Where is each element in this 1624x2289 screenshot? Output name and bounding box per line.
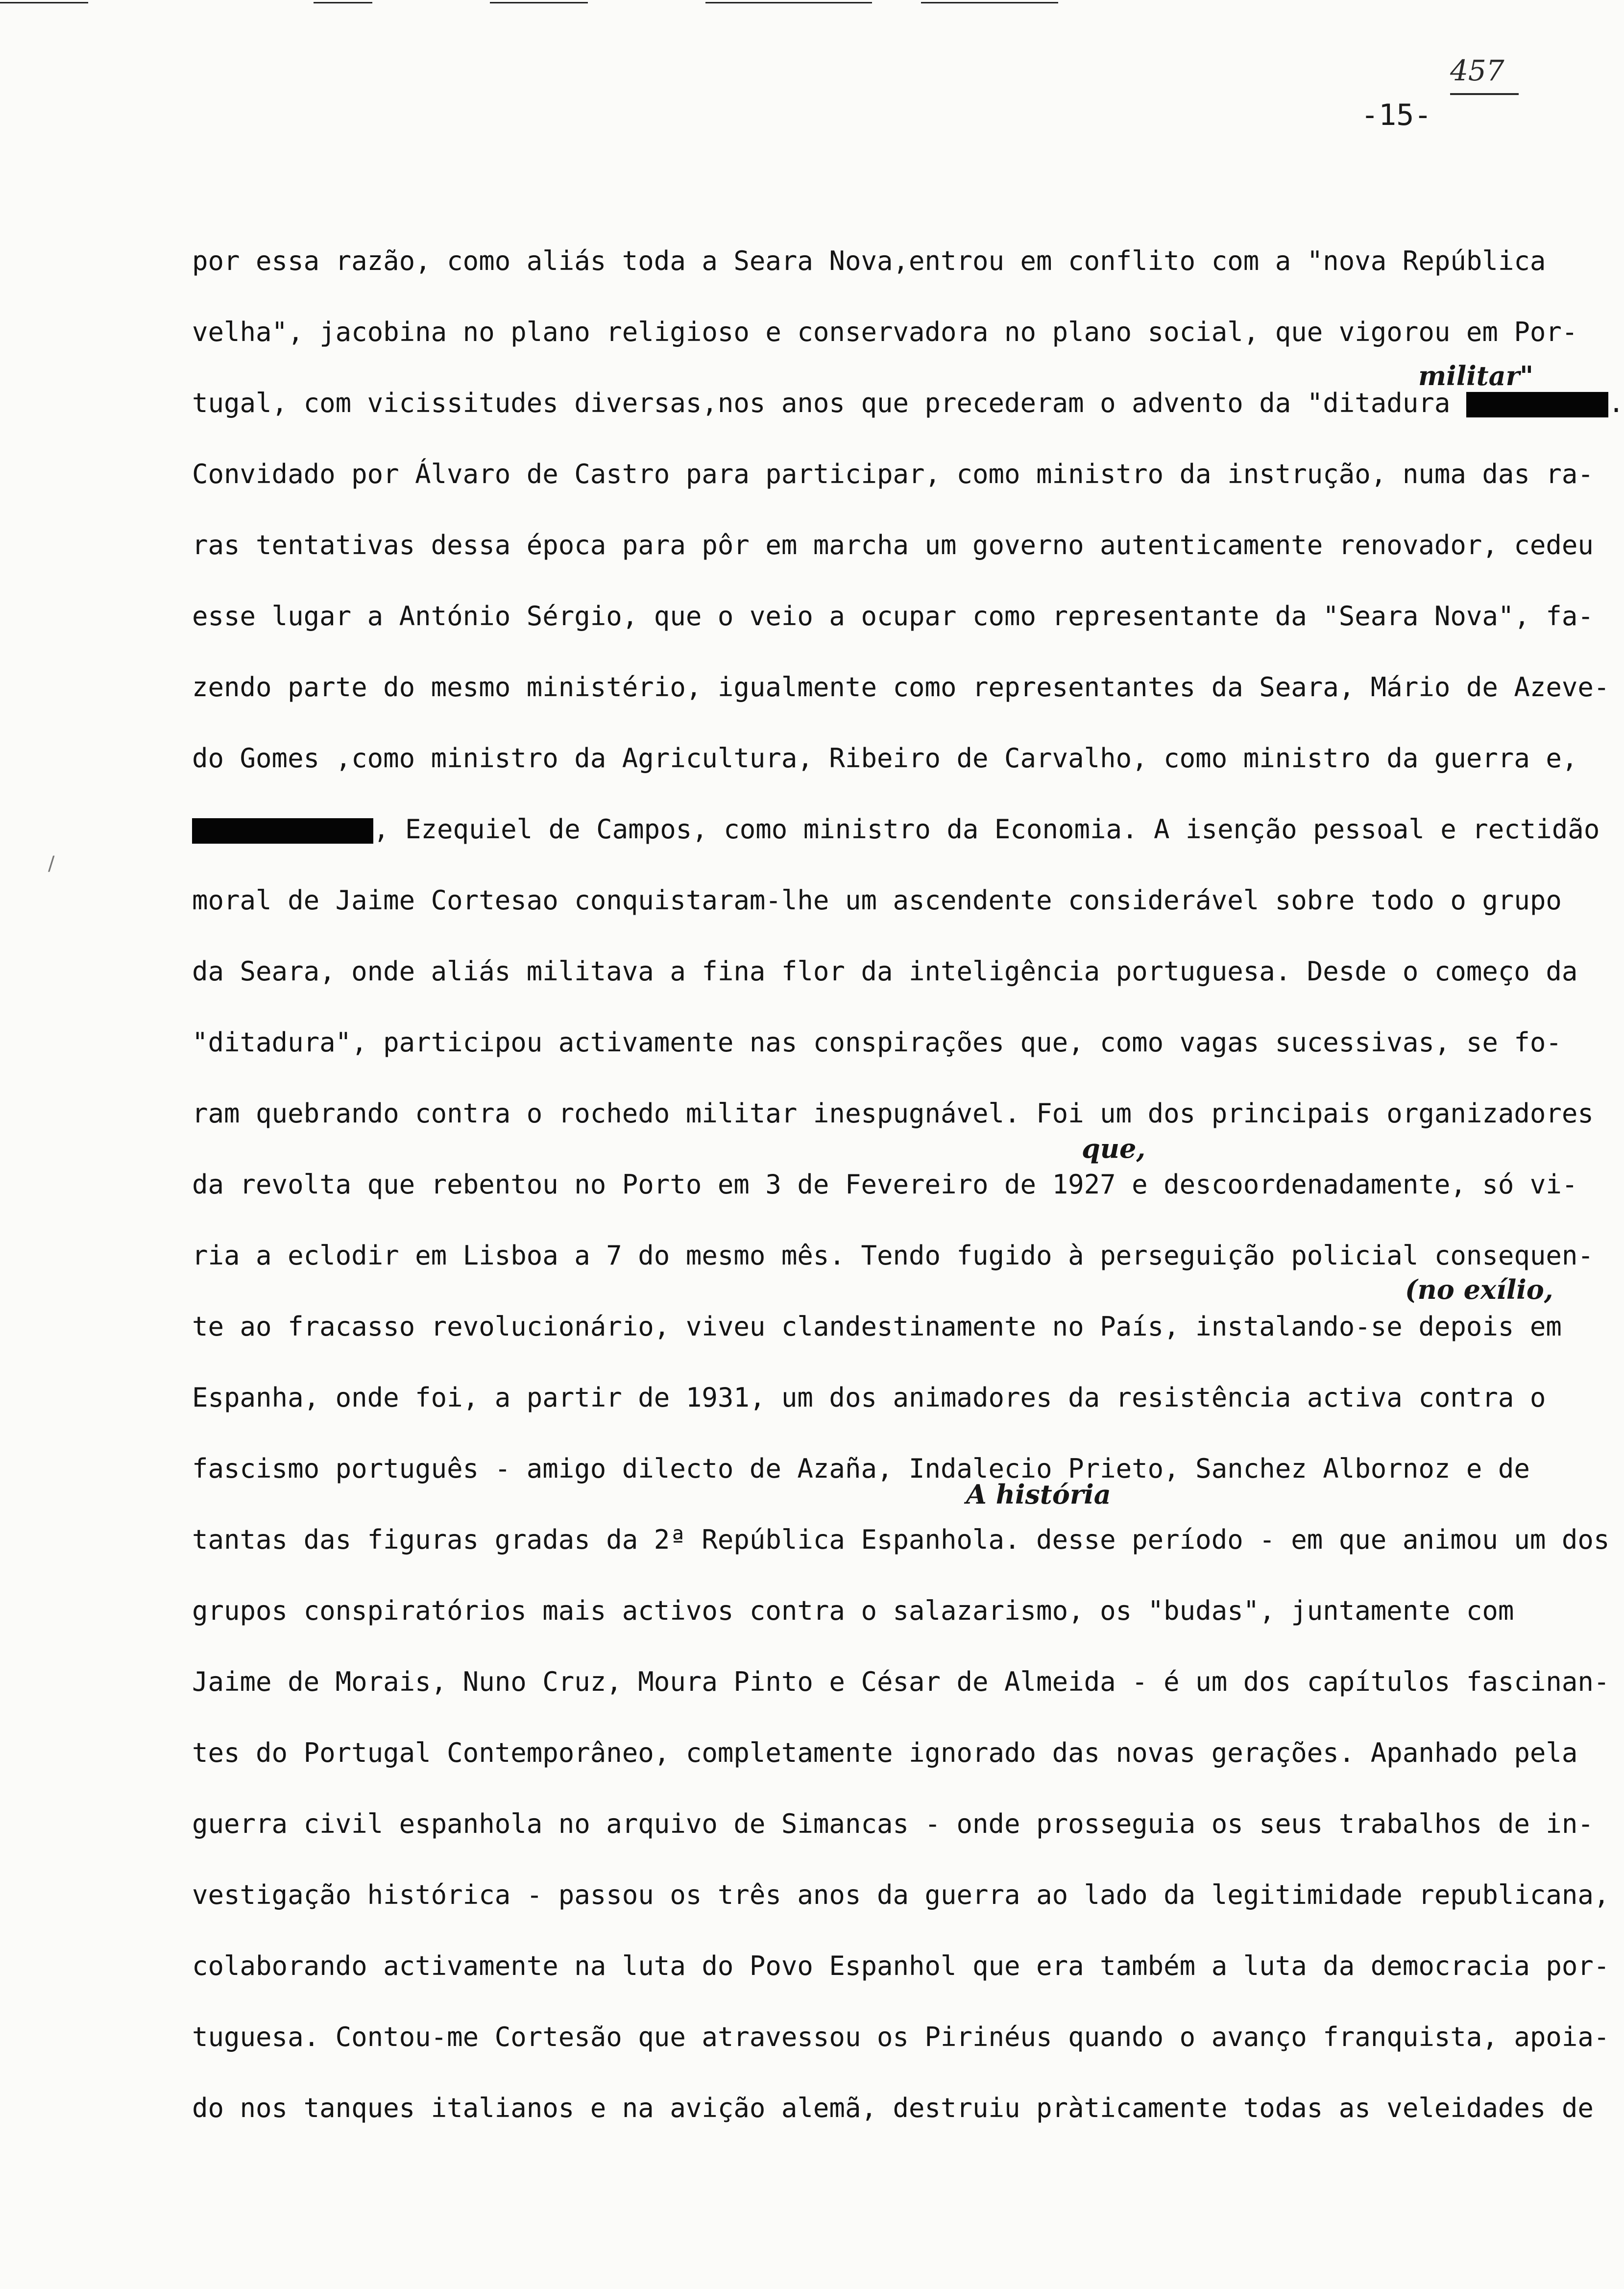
text-line: esse lugar a António Sérgio, que o veio a ocupar como representante da "Seara Nova", fa- [192,601,1594,632]
text-line: da Seara, onde aliás militava a fina flor da inteligência portuguesa. Desde o começo da [192,956,1578,987]
text-line-content: tugal, com vicissitudes diversas,nos anos que precederam o advento da "ditadura [192,388,1451,418]
scan-edge-line [314,2,372,3]
text-line: zendo parte do mesmo ministério, igualmente como representantes da Seara, Mário de Azeve- [192,672,1610,703]
text-line: grupos conspiratórios mais activos contra o salazarismo, os "budas", juntamente com [192,1595,1514,1626]
text-line: Espanha, onde foi, a partir de 1931, um dos animadores da resistência activa contra o [192,1382,1546,1413]
scan-edge-line [490,2,588,3]
text-line: da revolta que rebentou no Porto em 3 de Fevereiro de 1927 e descoordenadamente, só vi- [192,1169,1578,1200]
handwritten-insertion-no-exilio: (no exílio, [1405,1274,1553,1305]
handwritten-insertion-militar: militar" [1418,360,1534,391]
handwritten-insertion-a-historia: A história [966,1479,1111,1510]
text-line: Jaime de Morais, Nuno Cruz, Moura Pinto e César de Almeida - é um dos capítulos fascinan- [192,1666,1610,1697]
page-number: -15- [1361,98,1432,132]
text-line: tuguesa. Contou-me Cortesão que atravessou os Pirinéus quando o avanço franquista, apoia- [192,2021,1610,2052]
document-body [192,244,1624,2162]
text-line: moral de Jaime Cortesao conquistaram-lhe um ascendente considerável sobre todo o grupo [192,885,1562,916]
margin-mark: / [48,852,55,875]
text-line: "ditadura", participou activamente nas conspirações que, como vagas sucessivas, se fo- [192,1027,1562,1058]
text-line: tantas das figuras gradas da 2ª República Espanhola. desse período - em que animou um dos [192,1524,1610,1555]
text-line: fascismo português - amigo dilecto de Azaña, Indalecio Prieto, Sanchez Albornoz e de [192,1453,1530,1484]
redaction-bar [1466,392,1608,417]
archive-number-underline [1450,93,1519,95]
text-line [192,386,1624,457]
text-line: guerra civil espanhola no arquivo de Simancas - onde prosseguia os seus trabalhos de in- [192,1808,1594,1839]
text-line: te ao fracasso revolucionário, viveu clandestinamente no País, instalando-se depois em [192,1311,1562,1342]
text-line: tes do Portugal Contemporâneo, completamente ignorado das novas gerações. Apanhado pela [192,1737,1578,1768]
scan-edge-line [0,2,88,3]
text-line: do Gomes ,como ministro da Agricultura, Ribeiro de Carvalho, como ministro da guerra e, [192,743,1578,774]
text-line [192,812,1600,883]
text-line: colaborando activamente na luta do Povo Espanhol que era também a luta da democracia por- [192,1950,1610,1981]
text-line: ram quebrando contra o rochedo militar inespugnável. Foi um dos principais organizadores [192,1098,1594,1129]
text-line: por essa razão, como aliás toda a Seara Nova,entrou em conflito com a "nova República [192,245,1546,276]
text-line: ras tentativas dessa época para pôr em marcha um governo autenticamente renovador, cedeu [192,530,1594,560]
text-line-end: . [1608,388,1624,418]
text-line: velha", jacobina no plano religioso e conservadora no plano social, que vigorou em Por- [192,317,1578,347]
redaction-bar [192,818,373,844]
scan-edge-line [705,2,872,3]
text-line: Convidado por Álvaro de Castro para participar, como ministro da instrução, numa das ra- [192,459,1594,489]
text-line: do nos tanques italianos e na avição alemã, destruiu pràticamente todas as veleidades de [192,2093,1594,2123]
text-line: ria a eclodir em Lisboa a 7 do mesmo mês. Tendo fugido à perseguição policial consequen- [192,1240,1594,1271]
text-line-content: , Ezequiel de Campos, como ministro da Economia. A isenção pessoal e rectidão [373,814,1600,845]
text-line: vestigação histórica - passou os três anos da guerra ao lado da legitimidade republicana, [192,1879,1610,1910]
scan-edge-line [921,2,1058,3]
handwritten-insertion-que: que, [1082,1133,1146,1164]
archive-number: 457 [1450,54,1504,87]
